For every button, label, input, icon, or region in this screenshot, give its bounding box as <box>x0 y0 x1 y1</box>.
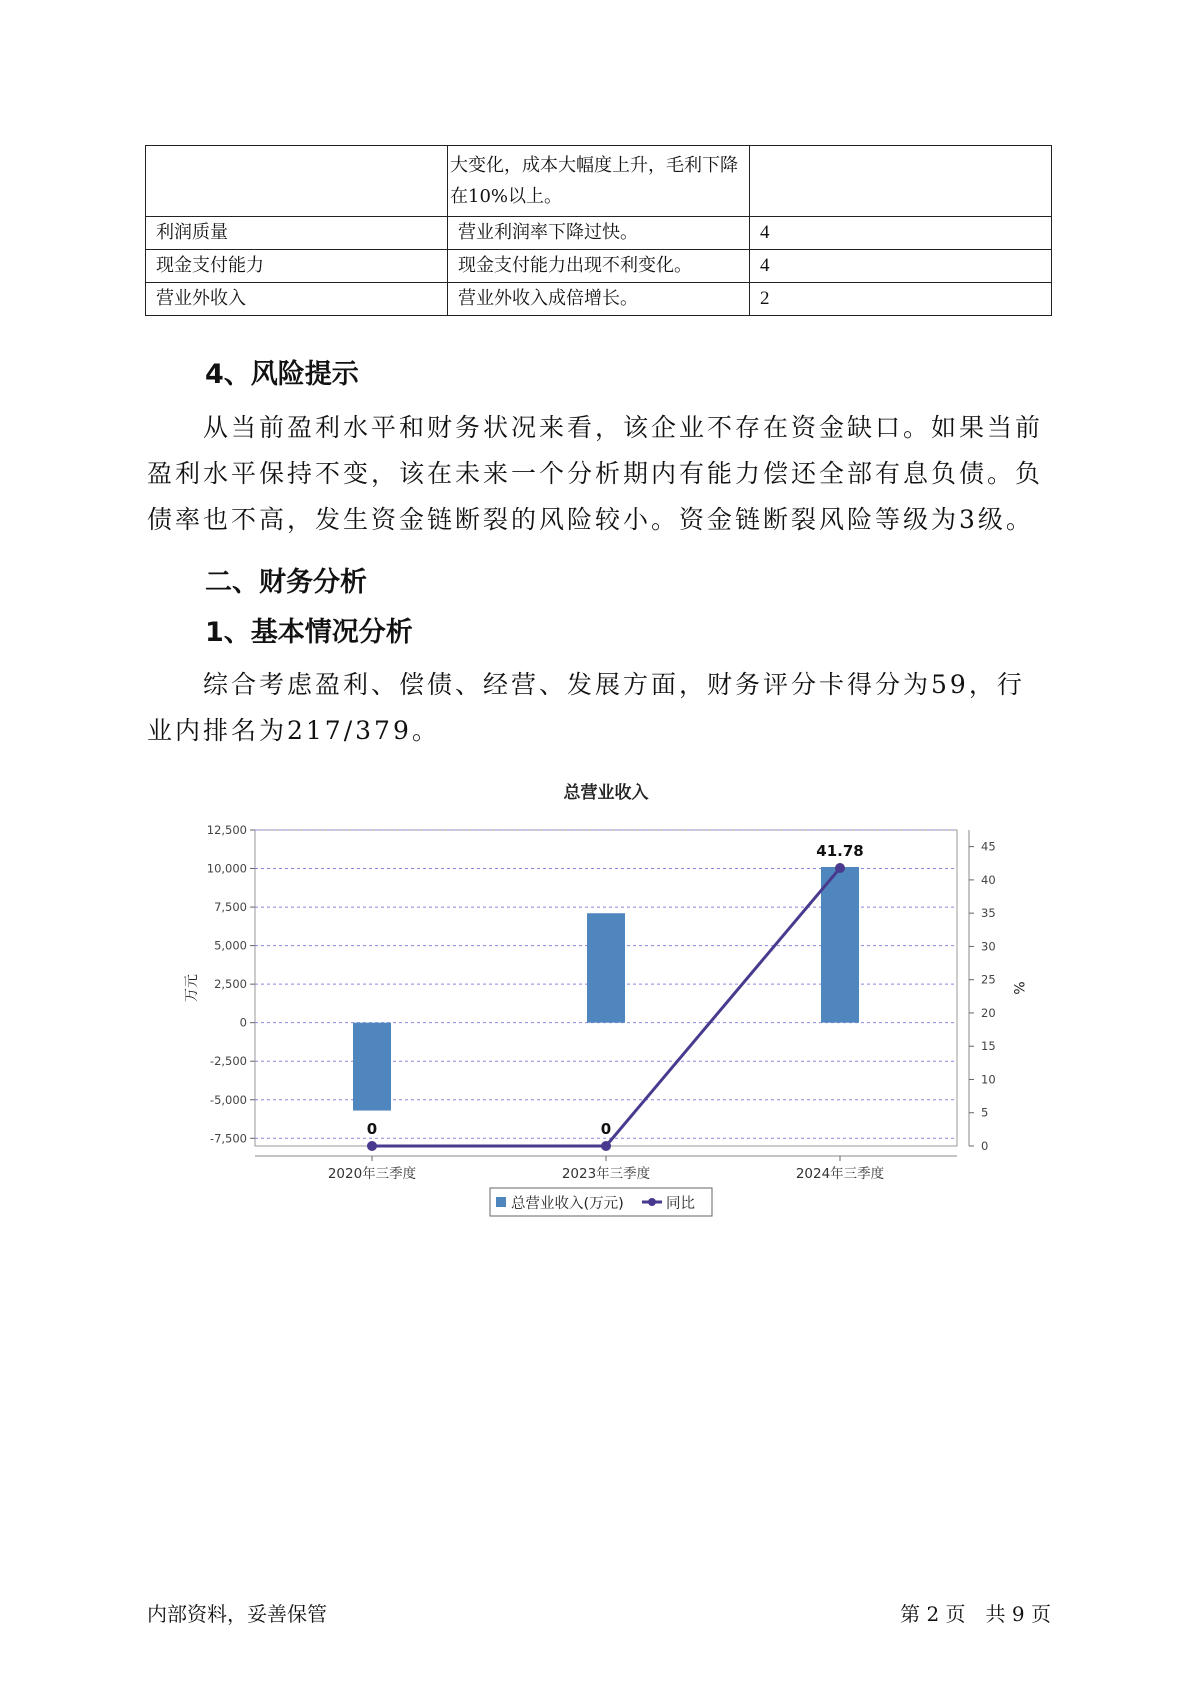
risk-heading: 4、风险提示 <box>205 359 359 390</box>
revenue-bar <box>353 1023 391 1111</box>
yoy-point <box>835 863 845 873</box>
basic-analysis-paragraph: 综合考虑盈利、偿债、经营、发展方面，财务评分卡得分为59，行业内排名为217/379。 <box>147 670 1025 745</box>
finance-analysis-heading: 二、财务分析 <box>205 567 367 598</box>
table-row <box>146 217 1052 250</box>
y2-tick-label: 45 <box>981 839 996 854</box>
y2-tick-label: 35 <box>981 906 996 921</box>
y2-tick-label: 40 <box>981 872 996 887</box>
legend-line-marker <box>648 1198 656 1206</box>
table-cell-score <box>750 146 1052 217</box>
y2-tick-label: 20 <box>981 1005 996 1020</box>
yoy-point <box>601 1141 611 1151</box>
table-cell-score: 4 <box>750 217 1052 250</box>
y-tick-label: 10,000 <box>206 861 247 876</box>
y-tick-label: 7,500 <box>214 900 247 915</box>
revenue-chart-svg <box>0 770 1191 1230</box>
table-cell-score: 2 <box>750 283 1052 316</box>
table-cell-desc: 现金支付能力出现不利变化。 <box>448 250 750 283</box>
y2-tick-label: 10 <box>981 1072 996 1087</box>
table-cell-desc: 营业外收入成倍增长。 <box>448 283 750 316</box>
y2-tick-label: 5 <box>981 1105 989 1120</box>
x-tick-label: 2024年三季度 <box>795 1166 885 1182</box>
y-tick-label: -2,500 <box>209 1054 247 1069</box>
table-row <box>146 250 1052 283</box>
table-cell-desc: 大变化，成本大幅度上升，毛利下降在10%以上。 <box>448 146 750 217</box>
revenue-bar <box>587 913 625 1022</box>
yoy-data-label: 0 <box>366 1120 378 1138</box>
table-cell-item: 营业外收入 <box>146 283 448 316</box>
table-cell-item <box>146 146 448 217</box>
y-tick-label: 0 <box>239 1015 247 1030</box>
y2-tick-label: 15 <box>981 1039 996 1054</box>
legend-bar-label: 总营业收入(万元) <box>511 1196 624 1212</box>
yoy-data-label: 41.78 <box>816 842 864 861</box>
y2-axis-label: % <box>1010 981 1026 995</box>
y2-tick-label: 25 <box>981 972 996 987</box>
y2-tick-label: 0 <box>981 1139 989 1153</box>
yoy-data-label: 0 <box>600 1120 612 1138</box>
legend-line-label: 同比 <box>666 1196 695 1212</box>
table-cell-item: 利润质量 <box>146 217 448 250</box>
legend-bar-swatch <box>496 1197 506 1207</box>
y-tick-label: -5,000 <box>209 1092 247 1107</box>
revenue-chart <box>0 770 1191 1230</box>
footer-left: 内部资料，妥善保管 <box>147 1602 327 1626</box>
table-cell-item: 现金支付能力 <box>146 250 448 283</box>
y-tick-label: 2,500 <box>214 977 247 992</box>
table-cell-score: 4 <box>750 250 1052 283</box>
risk-indicator-table <box>145 145 1052 316</box>
y-tick-label: -7,500 <box>209 1131 247 1146</box>
revenue-bar <box>821 867 859 1023</box>
y-axis-label: 万元 <box>184 974 200 1002</box>
basic-analysis-heading: 1、基本情况分析 <box>205 617 413 648</box>
footer-page-number: 第 2 页 共 9 页 <box>900 1602 1051 1626</box>
x-tick-label: 2020年三季度 <box>327 1166 417 1182</box>
chart-title: 总营业收入 <box>563 783 649 803</box>
y2-tick-label: 30 <box>981 939 996 954</box>
table-row <box>146 146 1052 217</box>
table-row <box>146 283 1052 316</box>
yoy-point <box>367 1141 377 1151</box>
table-cell-desc: 营业利润率下降过快。 <box>448 217 750 250</box>
x-tick-label: 2023年三季度 <box>561 1166 651 1182</box>
y-tick-label: 5,000 <box>214 938 247 953</box>
risk-paragraph: 从当前盈利水平和财务状况来看，该企业不存在资金缺口。如果当前盈利水平保持不变，该在未来一个分析期内有能力偿还全部有息负债。负债率也不高，发生资金链断裂的风险较小。资金链断裂风险等级为3级。 <box>147 413 1044 534</box>
y-tick-label: 12,500 <box>206 823 247 837</box>
